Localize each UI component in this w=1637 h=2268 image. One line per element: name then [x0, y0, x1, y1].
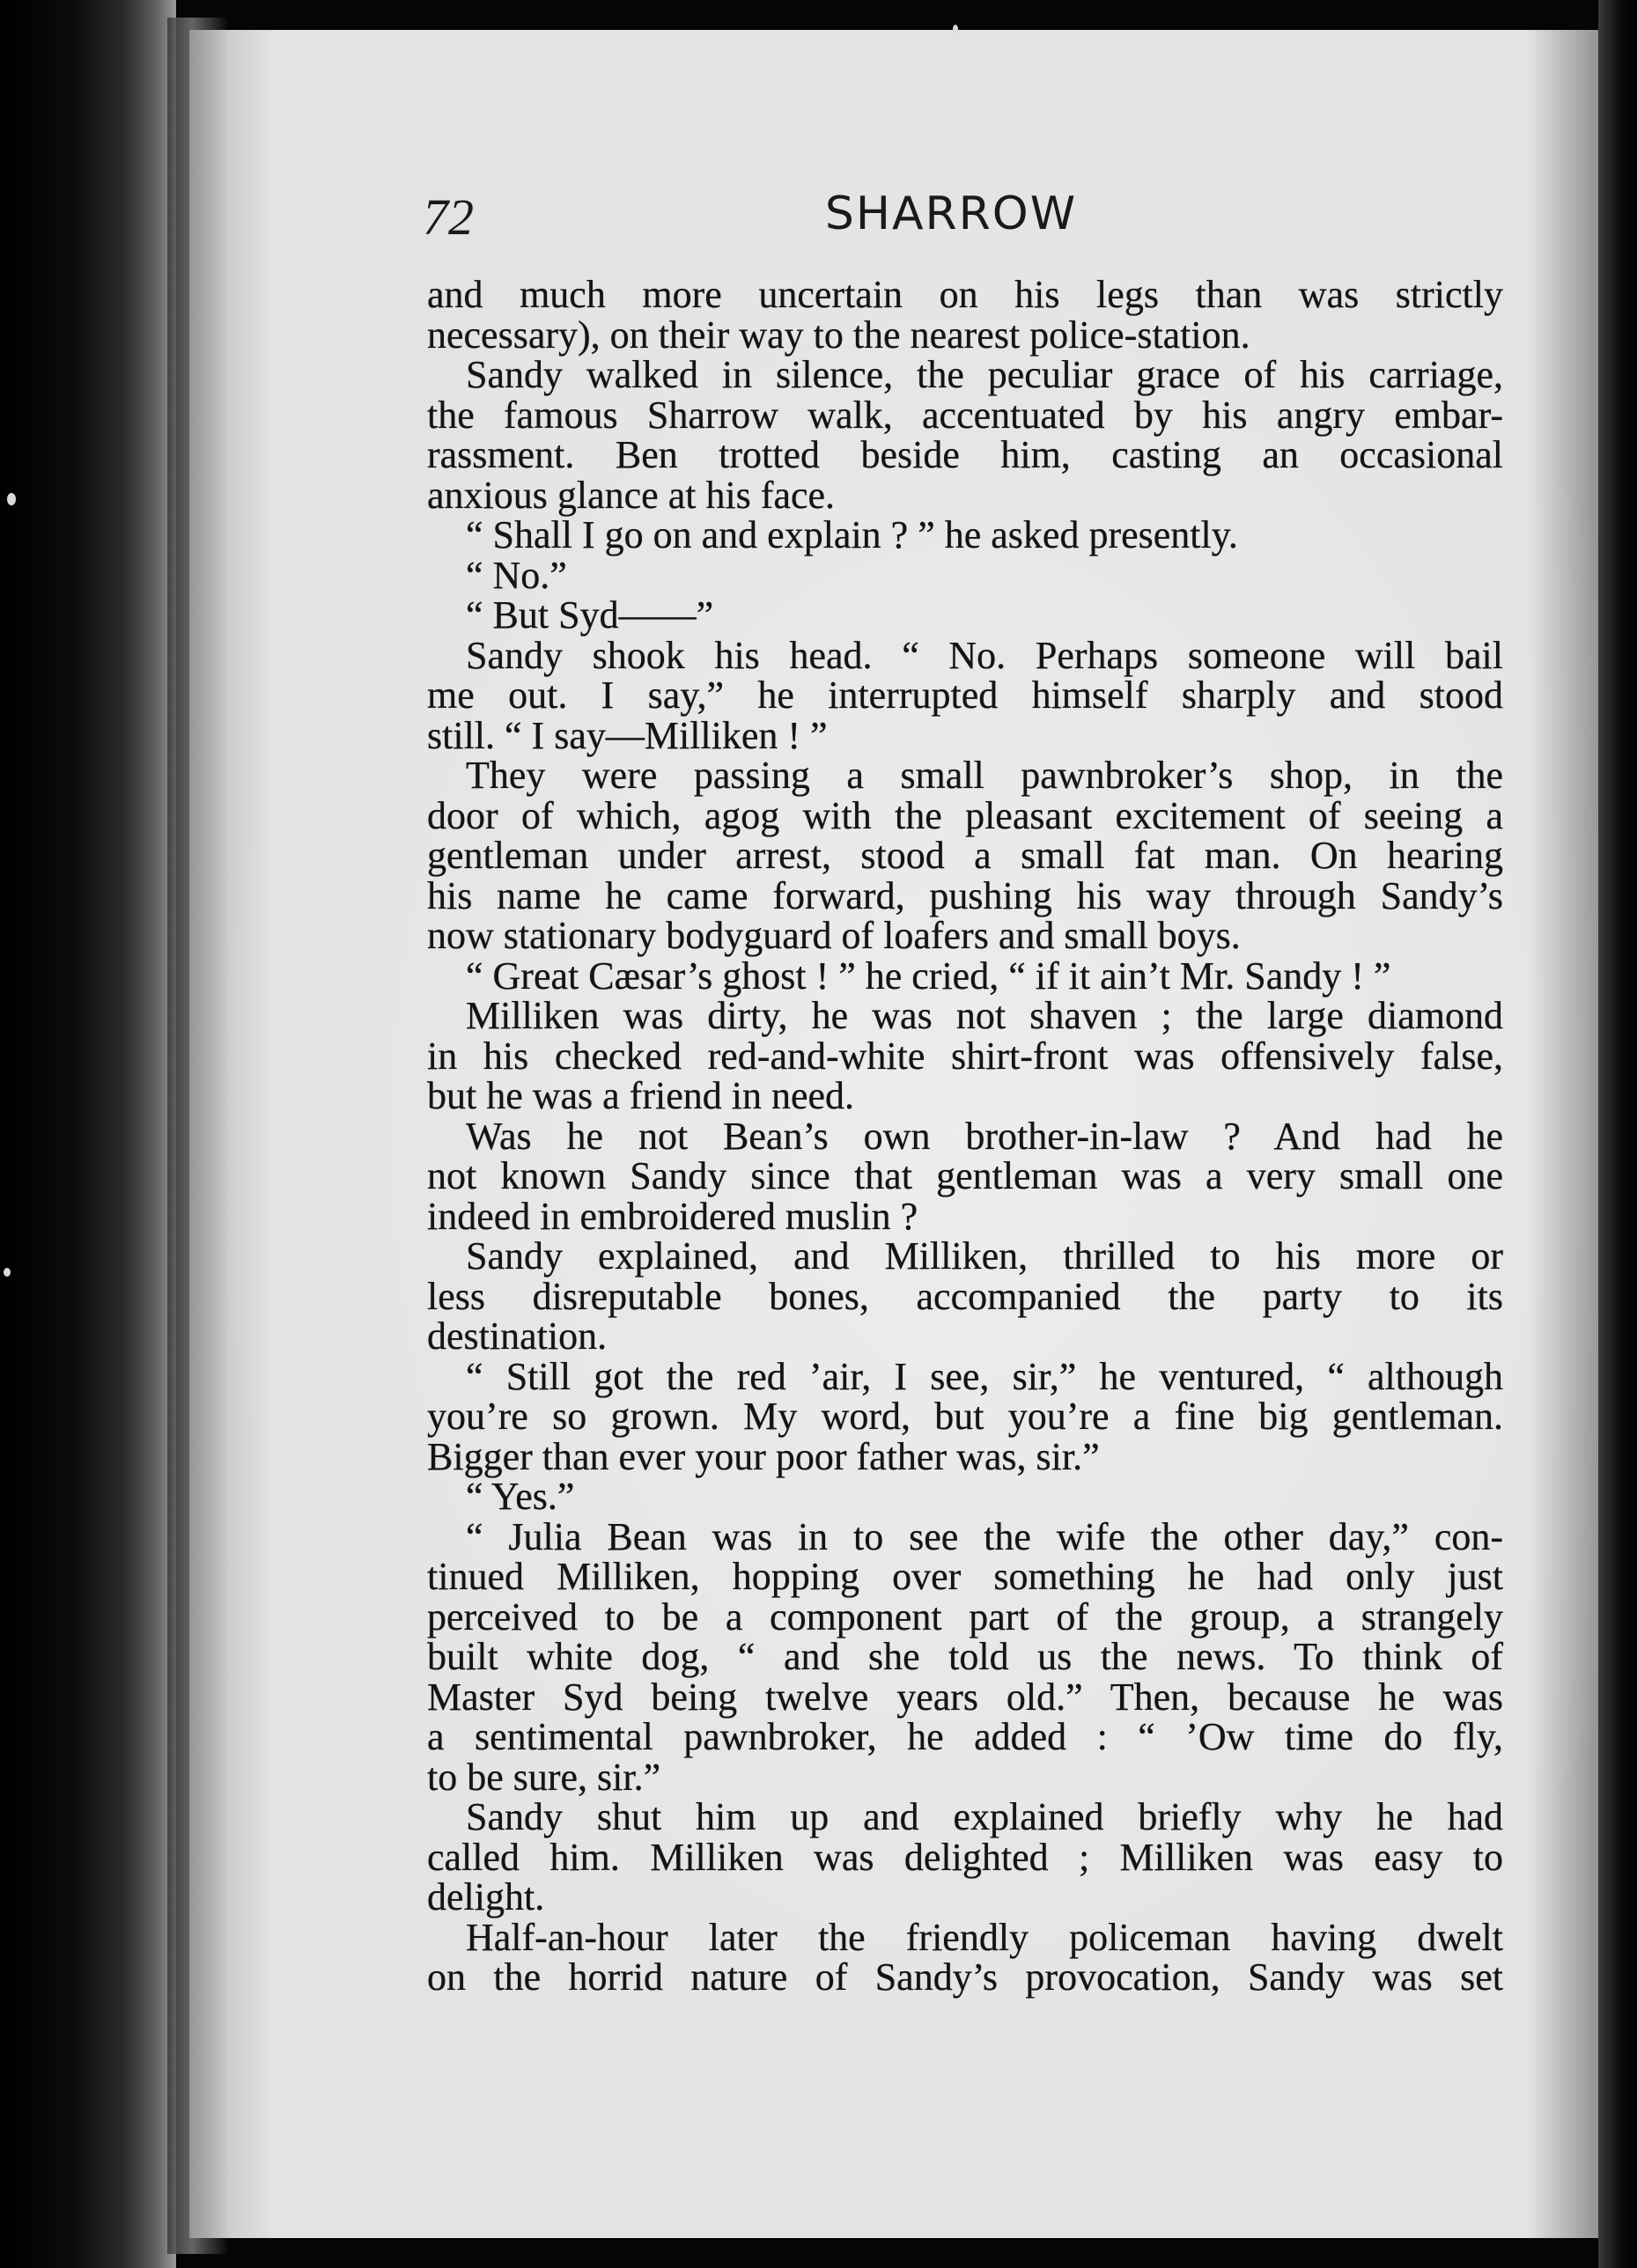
text-line: and much more uncertain on his legs than was strictly	[427, 273, 1503, 316]
text-line: Master Syd being twelve years old.” Then, because he was	[427, 1675, 1503, 1719]
text-line: now stationary bodyguard of loafers and small boys.	[427, 914, 1241, 957]
text-line: delight.	[427, 1875, 545, 1918]
text-line: “ No.”	[466, 553, 567, 597]
text-line: rassment. Ben trotted beside him, casting an occasional	[427, 433, 1503, 476]
text-line: to be sure, sir.”	[427, 1755, 661, 1799]
text-line: door of which, agog with the pleasant excitement of seeing a	[427, 793, 1503, 837]
text-line: tinued Milliken, hopping over something he had only just	[427, 1555, 1503, 1598]
text-line: Half-an-hour later the friendly policeman having dwelt	[466, 1915, 1503, 1959]
text-line: anxious glance at his face.	[427, 473, 836, 517]
binding-edge	[0, 0, 176, 2268]
right-page-edge	[1598, 0, 1637, 2268]
text-line: “ Yes.”	[466, 1475, 575, 1518]
text-line: the famous Sharrow walk, accentuated by his angry embar-	[427, 393, 1503, 437]
text-line: perceived to be a component part of the group, a strangely	[427, 1594, 1503, 1638]
scan-speck	[4, 1268, 11, 1277]
scan-speck	[7, 493, 16, 505]
text-line: Was he not Bean’s own brother-in-law ? And had he	[466, 1114, 1503, 1158]
text-line: Bigger than ever your poor father was, sir.”	[427, 1434, 1100, 1478]
page-title: SHARROW	[824, 188, 1078, 240]
running-head	[405, 180, 1497, 251]
text-line: gentleman under arrest, stood a small fat man. On hearing	[427, 834, 1503, 877]
text-line: They were passing a small pawnbroker’s shop, in the	[466, 754, 1503, 797]
scan-speck	[953, 25, 958, 33]
text-line: less disreputable bones, accompanied the party to its	[427, 1274, 1503, 1318]
text-line: his name he came forward, pushing his way through Sandy’s	[427, 873, 1503, 917]
text-line: “ Julia Bean was in to see the wife the other day,” con-	[466, 1514, 1503, 1558]
text-line: Sandy walked in silence, the peculiar grace of his carriage,	[466, 353, 1503, 396]
text-line: built white dog, “ and she told us the news. To think of	[427, 1635, 1503, 1678]
text-line: Milliken was dirty, he was not shaven ; the large diamond	[466, 994, 1503, 1037]
text-line: still. “ I say—Milliken ! ”	[427, 713, 828, 757]
text-line: Sandy shut him up and explained briefly why he had	[466, 1795, 1503, 1838]
text-line: “ But Syd——”	[466, 593, 714, 637]
gutter-shadow	[167, 18, 229, 2254]
text-line: necessary), on their way to the nearest police-station.	[427, 313, 1250, 357]
text-line: Sandy explained, and Milliken, thrilled to his more or	[466, 1234, 1503, 1278]
text-line: “ Still got the red ’air, I see, sir,” he ventured, “ although	[466, 1354, 1503, 1398]
text-line: “ Shall I go on and explain ? ” he asked presently.	[466, 513, 1238, 556]
text-line: in his checked red-and-white shirt-front was offensively false,	[427, 1034, 1503, 1078]
text-line: but he was a friend in need.	[427, 1074, 855, 1117]
body-text	[427, 275, 1503, 1998]
page-number: 72	[423, 188, 474, 246]
text-line: called him. Milliken was delighted ; Milliken was easy to	[427, 1835, 1503, 1879]
text-line: destination.	[427, 1314, 608, 1358]
text-line: indeed in embroidered muslin ?	[427, 1194, 918, 1238]
text-line: a sentimental pawnbroker, he added : “ ’Ow time do fly,	[427, 1715, 1503, 1758]
text-line: on the horrid nature of Sandy’s provocation, Sandy was set	[427, 1955, 1503, 1999]
text-line: Sandy shook his head. “ No. Perhaps someone will bail	[466, 633, 1503, 677]
text-line: not known Sandy since that gentleman was a very small one	[427, 1154, 1503, 1197]
text-line: you’re so grown. My word, but you’re a fine big gentleman.	[427, 1395, 1503, 1438]
text-line: me out. I say,” he interrupted himself sharply and stood	[427, 674, 1503, 717]
text-line: “ Great Cæsar’s ghost ! ” he cried, “ if it ain’t Mr. Sandy ! ”	[466, 954, 1391, 998]
